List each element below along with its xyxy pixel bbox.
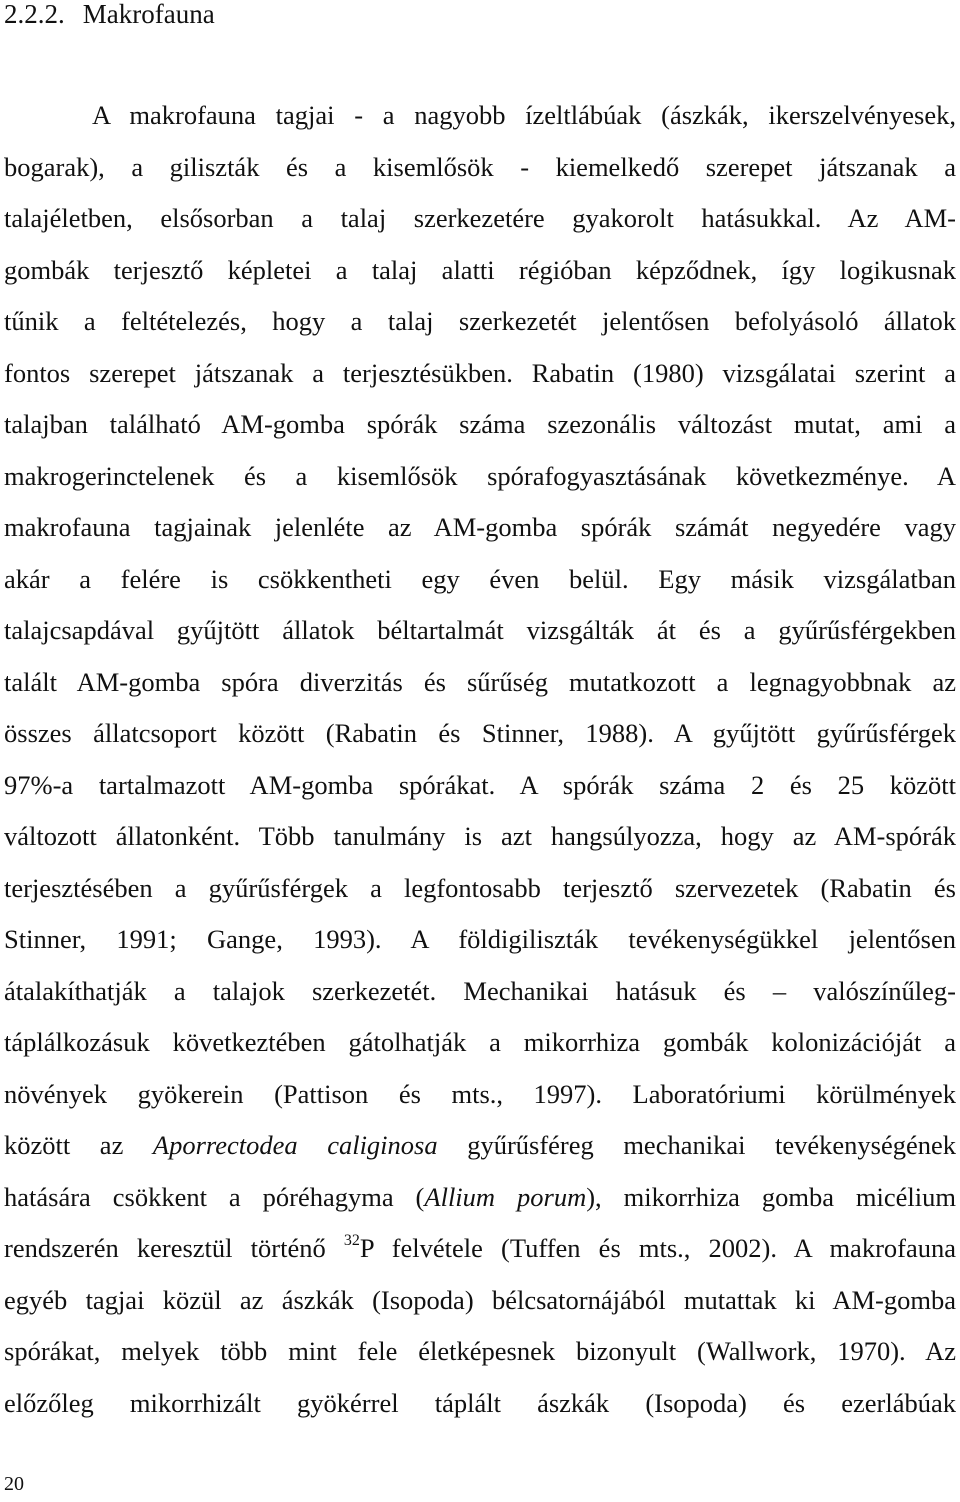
paragraph-line: átalakíthatják a talajok szerkezetét. Mechanikai hatásuk és – valószínűleg- [4,975,956,1006]
paragraph-line: spórákat, melyek több mint fele életképesnek bizonyult (Wallwork, 1970). Az [4,1336,956,1366]
section-number: 2.2.2. [4,0,65,29]
paragraph-line: makrogerinctelenek és a kisemlősök spórafogyasztásának következménye. A [4,460,956,491]
paragraph-line: fontos szerepet játszanak a terjesztésükben. Rabatin (1980) vizsgálatai szerint a [4,357,956,388]
line-text: között az [4,1130,153,1160]
paragraph-line: talajban található AM-gomba spórák száma szezonális változást mutat, ami a [4,409,956,439]
line-text: P felvétele (Tuffen és mts., 2002). A makrofauna [359,1233,956,1263]
line-text: ), mikorrhiza gomba micélium [586,1181,956,1212]
paragraph-line: talált AM-gomba spóra diverzitás és sűrűség mutatkozott a legnagyobbnak az [4,666,956,697]
paragraph-line: összes állatcsoport között (Rabatin és Stinner, 1988). A gyűjtött gyűrűsférgek [4,718,956,748]
section-heading [4,0,215,30]
paragraph-line: előzőleg mikorrhizált gyökérrel táplált ászkák (Isopoda) és ezerlábúak [4,1387,956,1418]
species-name: Aporrectodea caliginosa [152,1130,438,1160]
paragraph-line: makrofauna tagjainak jelenléte az AM-gomba spórák számát negyedére vagy [4,512,956,542]
paragraph-line: táplálkozásuk következtében gátolhatják a mikorrhiza gombák kolonizációját a [4,1027,956,1057]
paragraph-line: gombák terjesztő képletei a talaj alatti régióban képződnek, így logikusnak [4,254,956,285]
isotope-superscript: 32 [343,1232,360,1249]
line-text: rendszerén keresztül történő [4,1233,344,1263]
line-text: hatására csökkent a póréhagyma ( [4,1181,425,1212]
line-text: gyűrűsféreg mechanikai tevékenységének [437,1130,956,1160]
paragraph-line-isotope [4,1223,956,1275]
paragraph-line: A makrofauna tagjai - a nagyobb ízeltlábúak (ászkák, ikerszelvényesek, [92,100,956,130]
page-number: 20 [4,1473,24,1495]
paragraph-line: akár a felére is csökkentheti egy éven belül. Egy másik vizsgálatban [4,563,956,594]
paragraph-line: változott állatonként. Több tanulmány is azt hangsúlyozza, hogy az AM-spórák [4,821,956,851]
paragraph-line: bogarak), a giliszták és a kisemlősök - kiemelkedő szerepet játszanak a [4,151,956,182]
paragraph-line: egyéb tagjai közül az ászkák (Isopoda) bélcsatornájából mutattak ki AM-gomba [4,1284,956,1315]
plant-species-name: Allium porum [424,1181,587,1212]
body-paragraph [4,90,956,1429]
paragraph-line-species [4,1120,956,1172]
paragraph-line: talajéletben, elsősorban a talaj szerkezetére gyakorolt hatásukkal. Az AM- [4,203,956,233]
paragraph-line: 97%-a tartalmazott AM-gomba spórákat. A spórák száma 2 és 25 között [4,769,956,800]
paragraph-line: terjesztésében a gyűrűsférgek a legfontosabb terjesztő szervezetek (Rabatin és [4,872,956,903]
paragraph-line: Stinner, 1991; Gange, 1993). A földigiliszták tevékenységükkel jelentősen [4,924,956,954]
paragraph-line: növények gyökerein (Pattison és mts., 1997). Laboratóriumi körülmények [4,1078,956,1109]
paragraph-line: tűnik a feltételezés, hogy a talaj szerkezetét jelentősen befolyásoló állatok [4,306,956,336]
section-title: Makrofauna [82,0,215,29]
paragraph-line: talajcsapdával gyűjtött állatok béltartalmát vizsgálták át és a gyűrűsférgekben [4,615,956,645]
paragraph-line-plant [4,1172,956,1224]
